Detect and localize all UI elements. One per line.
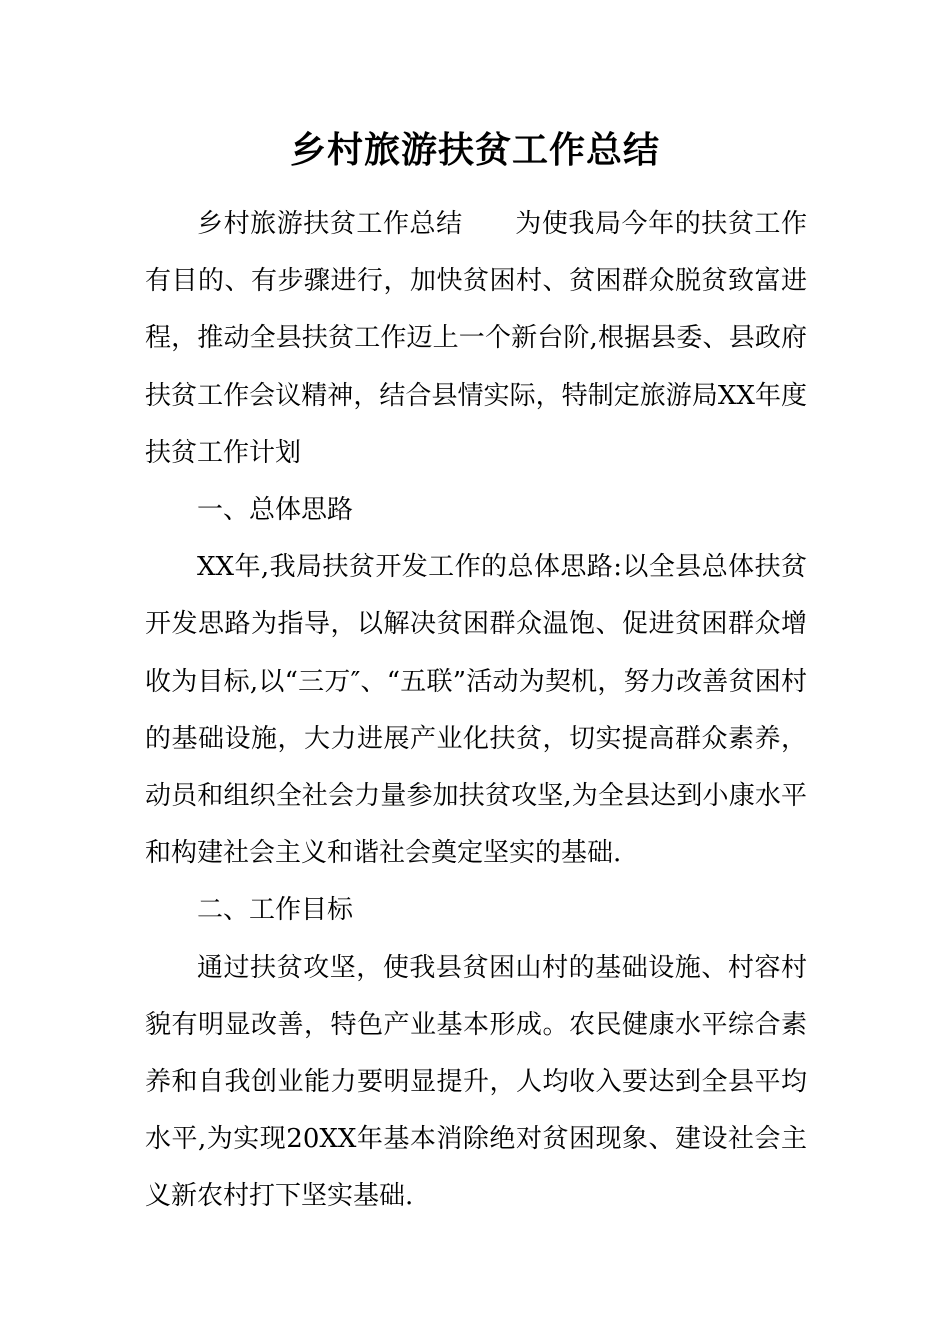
intro-lead: 乡村旅游扶贫工作总结 [197,209,463,239]
section-paragraph-overall-approach: XX年,我局扶贫开发工作的总体思路:以全县总体扶贫开发思路为指导，以解决贫困群众温饱、促进贫困群众增收为目标,以“三万″、“五联”活动为契机，努力改善贫困村的基础设施，大力进展产业化扶贫，切实提高群众素养，动员和组织全社会力量参加扶贫攻坚,为全县达到小康水平和构建社会主义和谐社会奠定坚实的基础. [145,552,807,869]
section-heading-work-goals: 二、工作目标 [197,895,354,926]
section-heading-overall-approach: 一、总体思路 [197,495,354,526]
section-paragraph-work-goals: 通过扶贫攻坚，使我县贫困山村的基础设施、村容村貌有明显改善，特色产业基本形成。农民健康水平综合素养和自我创业能力要明显提升，人均收入要达到全县平均水平,为实现20XX年基本消除绝对贫困现象、建设社会主义新农村打下坚实基础. [145,952,807,1212]
intro-text: 为使我局今年的扶贫工作有目的、有步骤进行，加快贫困村、贫困群众脱贫致富进程，推动全县扶贫工作迈上一个新台阶,根据县委、县政府扶贫工作会议精神，结合县情实际，特制定旅游局XX年度扶贫工作计划 [145,209,807,468]
document-body [145,196,807,1226]
intro-paragraph [145,196,807,482]
document-title: 乡村旅游扶贫工作总结 [289,130,660,171]
